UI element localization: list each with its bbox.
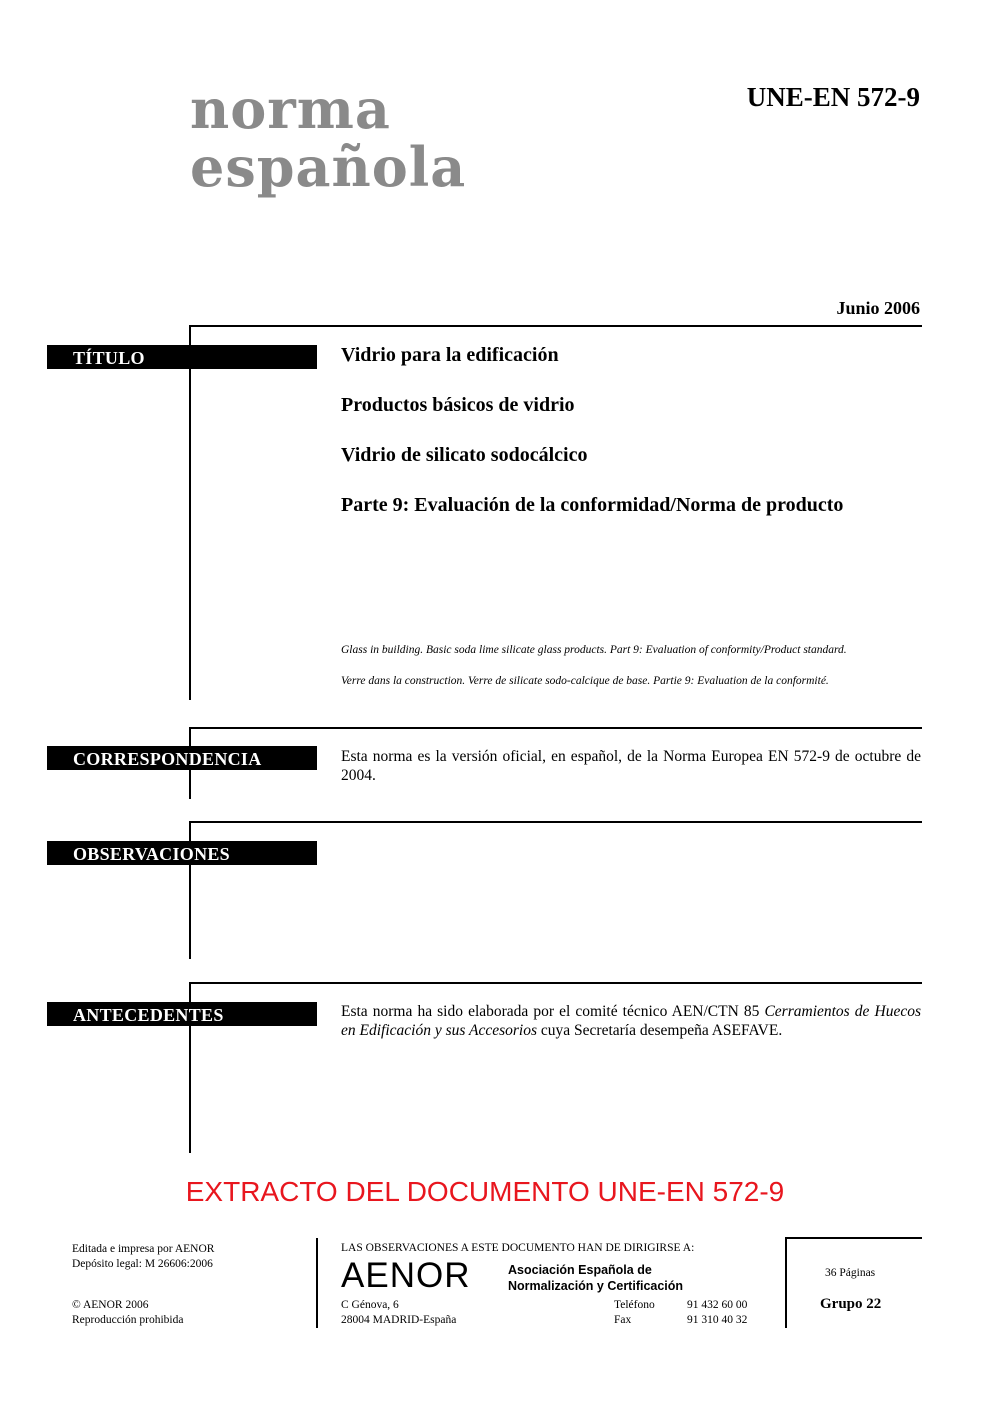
price-group: Grupo 22 xyxy=(820,1296,882,1312)
footer-copyright: © AENOR 2006 xyxy=(72,1299,149,1311)
footer-divider-left xyxy=(316,1238,318,1328)
aenor-logo: AENOR xyxy=(341,1256,471,1295)
aenor-org-name xyxy=(508,1262,683,1294)
footer-fax: 91 310 40 32 xyxy=(687,1314,748,1326)
footer-phone-label: Teléfono xyxy=(614,1299,655,1311)
label-observaciones: OBSERVACIONES xyxy=(47,841,317,865)
section-rule-antecedentes xyxy=(189,982,922,984)
footer-edited: Editada e impresa por AENOR xyxy=(72,1243,215,1255)
antecedentes-committee-name: Cerramientos de Huecos en Edificación y sus Accesorios xyxy=(341,1003,921,1039)
title-english: Glass in building. Basic soda lime silicate glass products. Part 9: Evaluation of conformity/Product standard. xyxy=(341,644,847,656)
footer-fax-label: Fax xyxy=(614,1314,632,1326)
aenor-org-line-1: Asociación Española de xyxy=(508,1263,652,1277)
aenor-org-line-2: Normalización y Certificación xyxy=(508,1279,684,1293)
footer-contact-values xyxy=(687,1298,747,1328)
brand-line-2: española xyxy=(190,135,467,199)
title-line-4: Parte 9: Evaluación de la conformidad/Norma de producto xyxy=(341,494,844,516)
footer-divider-right xyxy=(785,1237,787,1328)
label-antecedentes: ANTECEDENTES xyxy=(47,1002,317,1026)
footer-publisher xyxy=(72,1242,214,1272)
title-line-3: Vidrio de silicato sodocálcico xyxy=(341,444,588,466)
footer-observations-note: LAS OBSERVACIONES A ESTE DOCUMENTO HAN DE DIRIGIRSE A: xyxy=(341,1242,695,1254)
title-line-1: Vidrio para la edificación xyxy=(341,344,559,366)
section-rule-titulo xyxy=(189,325,922,327)
title-line-2: Productos básicos de vidrio xyxy=(341,394,575,416)
publication-date: Junio 2006 xyxy=(836,298,920,318)
extract-banner: EXTRACTO DEL DOCUMENTO UNE-EN 572-9 xyxy=(185,1176,785,1207)
standard-code: UNE-EN 572-9 xyxy=(746,82,920,112)
antecedentes-text-end: cuya Secretaría desempeña ASEFAVE. xyxy=(537,1022,783,1039)
brand-line-1: norma xyxy=(190,77,391,141)
section-vrule-titulo xyxy=(189,325,191,700)
correspondencia-text: Esta norma es la versión oficial, en español, de la Norma Europea EN 572-9 de octubre de 2004. xyxy=(341,748,921,784)
footer-reproduction: Reproducción prohibida xyxy=(72,1314,184,1326)
footer-box-top-rule xyxy=(785,1237,922,1239)
footer-phone: 91 432 60 00 xyxy=(687,1299,748,1311)
label-titulo: TÍTULO xyxy=(47,345,317,369)
footer-deposit: Depósito legal: M 26606:2006 xyxy=(72,1258,213,1270)
title-french: Verre dans la construction. Verre de silicate sodo-calcique de base. Partie 9: Evaluation de la conformité. xyxy=(341,675,829,687)
footer-address xyxy=(341,1298,456,1328)
section-rule-observaciones xyxy=(189,821,922,823)
footer-address-2: 28004 MADRID-España xyxy=(341,1314,457,1326)
footer-contact-labels xyxy=(614,1298,655,1328)
antecedentes-text-start: Esta norma ha sido elaborada por el comité técnico AEN/CTN 85 xyxy=(341,1003,765,1020)
footer-rights xyxy=(72,1298,183,1328)
antecedentes-text xyxy=(341,1002,921,1040)
section-rule-correspondencia xyxy=(189,727,922,729)
brand-wordmark xyxy=(190,77,467,199)
label-correspondencia: CORRESPONDENCIA xyxy=(47,746,317,770)
footer-address-1: C Génova, 6 xyxy=(341,1299,399,1311)
page-count: 36 Páginas xyxy=(825,1267,876,1279)
